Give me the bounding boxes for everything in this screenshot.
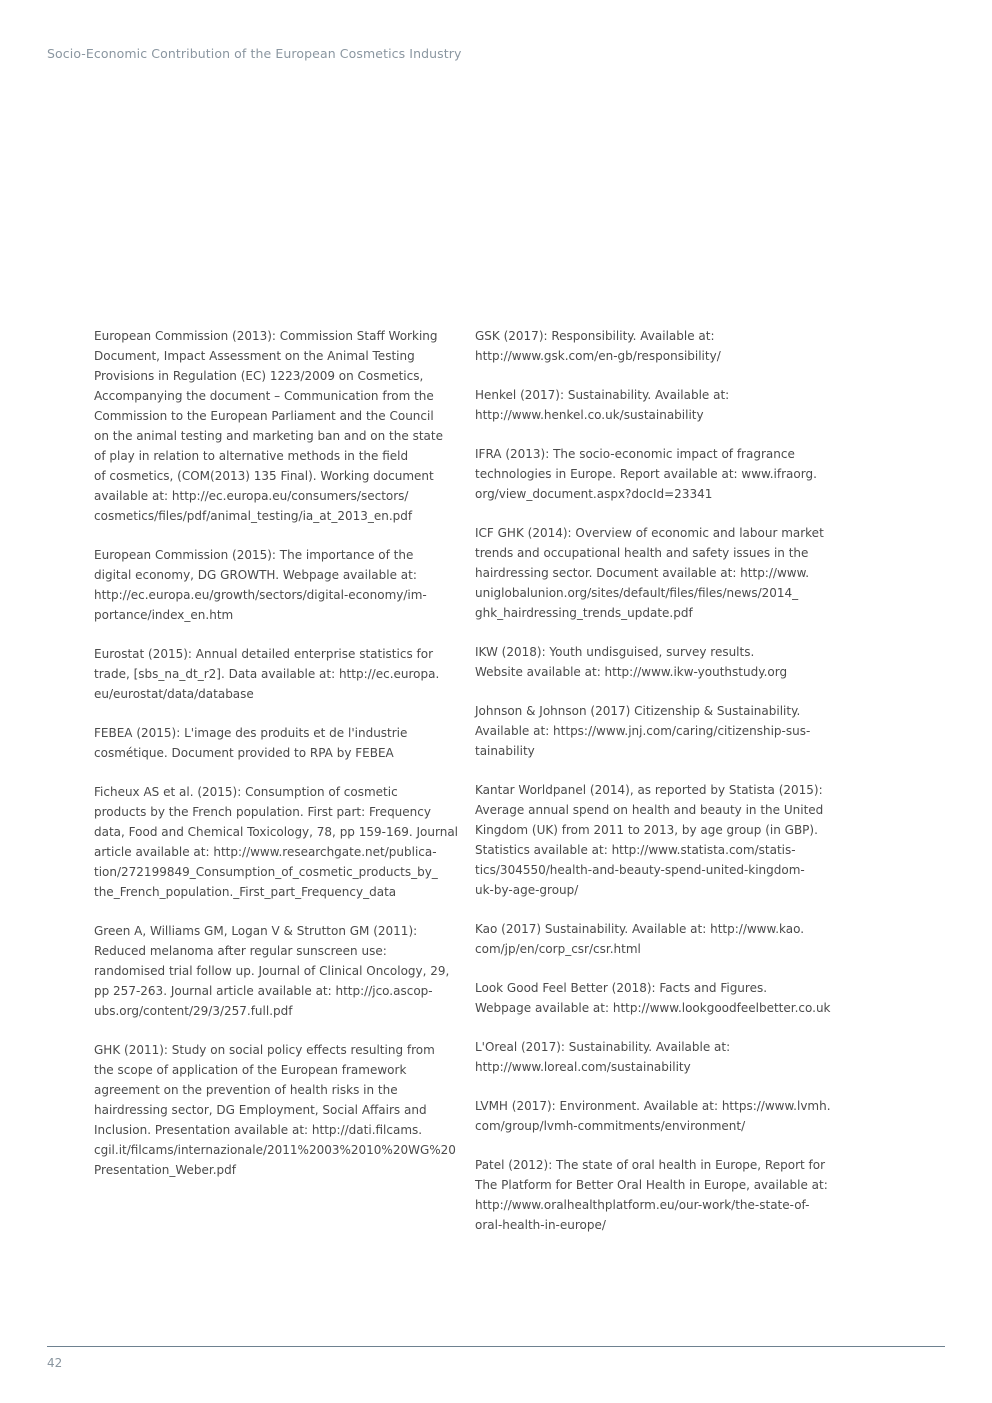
reference-line: Accompanying the document – Communication from the xyxy=(94,389,434,403)
reference-entry xyxy=(475,444,837,504)
reference-line: Statistics available at: http://www.statista.com/statis- xyxy=(475,843,796,857)
reference-line: data, Food and Chemical Toxicology, 78, pp 159-169. Journal xyxy=(94,825,459,839)
reference-entry xyxy=(94,644,456,704)
reference-line: on the animal testing and marketing ban and on the state xyxy=(94,429,443,443)
reference-entry xyxy=(475,642,837,682)
reference-line: IFRA (2013): The socio-economic impact of fragrance xyxy=(475,447,795,461)
reference-line: the_French_population._First_part_Frequency_data xyxy=(94,885,397,899)
reference-line: cosmétique. Document provided to RPA by FEBEA xyxy=(94,746,394,760)
reference-line: http://www.loreal.com/sustainability xyxy=(475,1060,691,1074)
reference-line: trade, [sbs_na_dt_r2]. Data available at: http://ec.europa. xyxy=(94,667,440,681)
reference-line: http://ec.europa.eu/growth/sectors/digital-economy/im- xyxy=(94,588,427,602)
reference-line: European Commission (2013): Commission Staff Working xyxy=(94,329,438,343)
reference-line: cgil.it/filcams/internazionale/2011%2003%2010%20WG%20 xyxy=(94,1143,456,1157)
reference-entry xyxy=(475,1037,837,1077)
reference-line: IKW (2018): Youth undisguised, survey results. xyxy=(475,645,755,659)
reference-line: technologies in Europe. Report available at: www.ifraorg. xyxy=(475,467,817,481)
reference-line: tainability xyxy=(475,744,535,758)
reference-entry xyxy=(475,978,837,1018)
reference-entry xyxy=(475,1096,837,1136)
reference-line: Eurostat (2015): Annual detailed enterprise statistics for xyxy=(94,647,434,661)
reference-line: Webpage available at: http://www.lookgoodfeelbetter.co.uk xyxy=(475,1001,831,1015)
reference-entry xyxy=(94,545,456,625)
reference-line: com/group/lvmh-commitments/environment/ xyxy=(475,1119,746,1133)
reference-line: Johnson & Johnson (2017) Citizenship & Sustainability. xyxy=(475,704,801,718)
reference-entry xyxy=(94,1040,456,1180)
reference-line: Presentation_Weber.pdf xyxy=(94,1163,237,1177)
reference-line: http://www.henkel.co.uk/sustainability xyxy=(475,408,704,422)
reference-entry xyxy=(475,523,837,623)
reference-entry xyxy=(94,326,456,526)
reference-line: Reduced melanoma after regular sunscreen use: xyxy=(94,944,387,958)
reference-line: hairdressing sector, DG Employment, Social Affairs and xyxy=(94,1103,427,1117)
reference-line: article available at: http://www.researchgate.net/publica- xyxy=(94,845,437,859)
reference-line: FEBEA (2015): L'image des produits et de l'industrie xyxy=(94,726,408,740)
reference-line: ubs.org/content/29/3/257.full.pdf xyxy=(94,1004,293,1018)
reference-entry xyxy=(94,921,456,1021)
reference-line: eu/eurostat/data/database xyxy=(94,687,254,701)
reference-line: digital economy, DG GROWTH. Webpage available at: xyxy=(94,568,417,582)
reference-line: trends and occupational health and safety issues in the xyxy=(475,546,809,560)
reference-line: Look Good Feel Better (2018): Facts and Figures. xyxy=(475,981,768,995)
reference-line: products by the French population. First part: Frequency xyxy=(94,805,431,819)
reference-line: the scope of application of the European framework xyxy=(94,1063,407,1077)
reference-line: agreement on the prevention of health risks in the xyxy=(94,1083,398,1097)
reference-line: Kao (2017) Sustainability. Available at: http://www.kao. xyxy=(475,922,805,936)
reference-line: ICF GHK (2014): Overview of economic and labour market xyxy=(475,526,824,540)
reference-entry xyxy=(475,780,837,900)
reference-line: Document, Impact Assessment on the Animal Testing xyxy=(94,349,415,363)
reference-line: Provisions in Regulation (EC) 1223/2009 on Cosmetics, xyxy=(94,369,424,383)
reference-line: randomised trial follow up. Journal of Clinical Oncology, 29, xyxy=(94,964,450,978)
reference-entry xyxy=(94,723,456,763)
reference-line: Average annual spend on health and beauty in the United xyxy=(475,803,824,817)
reference-line: Website available at: http://www.ikw-youthstudy.org xyxy=(475,665,788,679)
reference-line: Patel (2012): The state of oral health in Europe, Report for xyxy=(475,1158,826,1172)
reference-entry xyxy=(475,701,837,761)
reference-line: Henkel (2017): Sustainability. Available at: xyxy=(475,388,730,402)
reference-line: pp 257-263. Journal article available at: http://jco.ascop- xyxy=(94,984,433,998)
reference-line: com/jp/en/corp_csr/csr.html xyxy=(475,942,641,956)
references-right-column xyxy=(475,326,837,1254)
reference-line: European Commission (2015): The importance of the xyxy=(94,548,414,562)
reference-line: Kingdom (UK) from 2011 to 2013, by age group (in GBP). xyxy=(475,823,818,837)
footer-divider xyxy=(47,1346,945,1347)
reference-line: Ficheux AS et al. (2015): Consumption of cosmetic xyxy=(94,785,398,799)
reference-line: org/view_document.aspx?docId=23341 xyxy=(475,487,713,501)
reference-line: GHK (2011): Study on social policy effects resulting from xyxy=(94,1043,435,1057)
reference-line: tion/272199849_Consumption_of_cosmetic_products_by_ xyxy=(94,865,438,879)
reference-line: GSK (2017): Responsibility. Available at: xyxy=(475,329,715,343)
reference-entry xyxy=(475,1155,837,1235)
running-header: Socio-Economic Contribution of the European Cosmetics Industry xyxy=(47,46,462,61)
reference-line: LVMH (2017): Environment. Available at: https://www.lvmh. xyxy=(475,1099,831,1113)
reference-line: tics/304550/health-and-beauty-spend-united-kingdom- xyxy=(475,863,805,877)
reference-entry xyxy=(94,782,459,902)
reference-line: of cosmetics, (COM(2013) 135 Final). Working document xyxy=(94,469,434,483)
page-number: 42 xyxy=(47,1356,63,1370)
reference-line: Green A, Williams GM, Logan V & Strutton GM (2011): xyxy=(94,924,418,938)
reference-line: http://www.oralhealthplatform.eu/our-work/the-state-of- xyxy=(475,1198,810,1212)
reference-line: oral-health-in-europe/ xyxy=(475,1218,606,1232)
reference-entry xyxy=(475,385,837,425)
reference-line: Commission to the European Parliament and the Council xyxy=(94,409,434,423)
reference-line: L'Oreal (2017): Sustainability. Available at: xyxy=(475,1040,731,1054)
reference-line: Available at: https://www.jnj.com/caring/citizenship-sus- xyxy=(475,724,811,738)
reference-line: uniglobalunion.org/sites/default/files/files/news/2014_ xyxy=(475,586,799,600)
reference-line: available at: http://ec.europa.eu/consumers/sectors/ xyxy=(94,489,409,503)
reference-entry xyxy=(475,919,837,959)
reference-entry xyxy=(475,326,837,366)
reference-line: hairdressing sector. Document available at: http://www. xyxy=(475,566,810,580)
reference-line: Kantar Worldpanel (2014), as reported by Statista (2015): xyxy=(475,783,823,797)
reference-line: ghk_hairdressing_trends_update.pdf xyxy=(475,606,693,620)
reference-line: portance/index_en.htm xyxy=(94,608,234,622)
reference-line: of play in relation to alternative methods in the field xyxy=(94,449,409,463)
references-left-column xyxy=(94,326,459,1199)
reference-line: http://www.gsk.com/en-gb/responsibility/ xyxy=(475,349,721,363)
reference-line: cosmetics/files/pdf/animal_testing/ia_at_2013_en.pdf xyxy=(94,509,413,523)
reference-line: uk-by-age-group/ xyxy=(475,883,579,897)
reference-line: The Platform for Better Oral Health in Europe, available at: xyxy=(475,1178,828,1192)
reference-line: Inclusion. Presentation available at: http://dati.filcams. xyxy=(94,1123,423,1137)
